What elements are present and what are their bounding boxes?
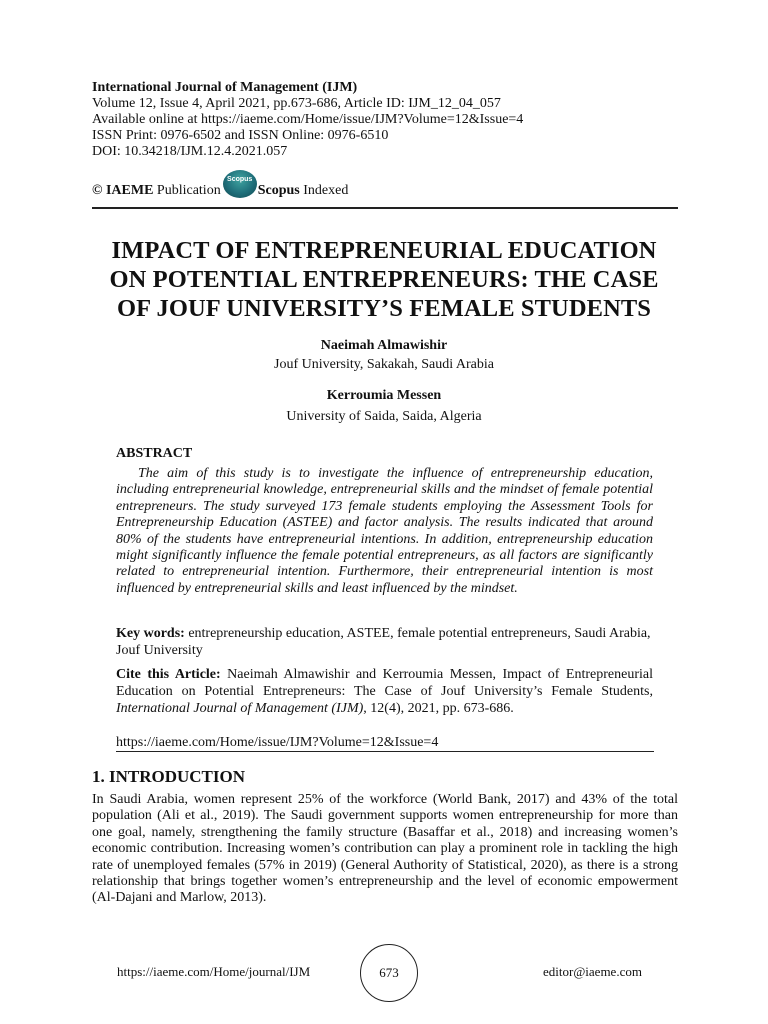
journal-header <box>92 80 523 160</box>
citation-divider <box>116 751 654 752</box>
keywords-label: Key words: <box>116 626 185 641</box>
available-online-line: Available online at https://iaeme.com/Home/issue/IJM?Volume=12&Issue=4 <box>92 112 524 127</box>
title-line-3: OF JOUF UNIVERSITY’S FEMALE STUDENTS <box>116 295 652 322</box>
section-heading-introduction: 1. INTRODUCTION <box>92 767 246 786</box>
cite-label: Cite this Article: <box>116 667 221 682</box>
header-divider <box>92 207 678 209</box>
abstract-text: The aim of this study is to investigate the influence of entrepreneurship education, including entrepreneurial knowledge, entrepreneurial skills and the mindset of female potential entrepreneurs. The study surveyed 173 female students employing the Assessment Tools for Entrepreneurship Education (ASTEE) and factor analysis. The results indicated that around 80% of the students have entrepreneurial intentions. In addition, entrepreneurship education might significantly influence the female potential entrepreneurs, as all factors are significantly related to entrepreneurial intention. Furthermore, their entrepreneurial intention is most influenced by entrepreneurial skills and least influenced by the mindset. <box>116 466 653 596</box>
cite-url-link[interactable]: https://iaeme.com/Home/issue/IJM?Volume=12&Issue=4 <box>116 735 439 750</box>
author-1-name: Naeimah Almawishir <box>320 338 448 353</box>
publisher-suffix: Publication <box>156 183 221 198</box>
page-number: 673 <box>360 944 418 1002</box>
title-line-1: IMPACT OF ENTREPRENEURIAL EDUCATION <box>111 237 657 264</box>
publisher-row <box>92 176 348 206</box>
journal-title: International Journal of Management (IJM) <box>92 80 358 95</box>
footer-journal-link[interactable]: https://iaeme.com/Home/journal/IJM <box>117 964 311 979</box>
keywords-text: entrepreneurship education, ASTEE, female potential entrepreneurs, Saudi Arabia, Jouf University <box>116 626 651 658</box>
footer-email-link[interactable]: editor@iaeme.com <box>543 964 642 979</box>
scopus-label: Scopus <box>257 183 300 198</box>
citation <box>116 666 653 717</box>
volume-line: Volume 12, Issue 4, April 2021, pp.673-686, Article ID: IJM_12_04_057 <box>92 96 501 111</box>
author-1-affiliation: Jouf University, Sakakah, Saudi Arabia <box>274 357 494 372</box>
scopus-logo-icon: Scopus <box>223 170 257 198</box>
doi-line: DOI: 10.34218/IJM.12.4.2021.057 <box>92 144 288 159</box>
author-2-name: Kerroumia Messen <box>326 388 442 403</box>
title-line-2: ON POTENTIAL ENTREPRENEURS: THE CASE <box>109 266 659 293</box>
author-2-affiliation: University of Saida, Saida, Algeria <box>286 409 482 424</box>
paper-title <box>80 236 688 323</box>
cite-text: Naeimah Almawishir and Kerroumia Messen, Impact of Entrepreneurial Education on Potential Entrepreneurs: The Case of Jouf University’s Female Students, <box>116 667 653 699</box>
abstract-heading: ABSTRACT <box>116 446 193 461</box>
cite-journal: International Journal of Management (IJM) <box>116 701 364 716</box>
introduction-paragraph: In Saudi Arabia, women represent 25% of the workforce (World Bank, 2017) and 43% of the total population (Ali et al., 2019). The Saudi government supports women entrepreneurship for more than one goal, namely, strengthening the family structure (Basaffar et al., 2018) and increasing women’s economic contribution. Increasing women’s contribution can play a prominent role in tackling the high rate of unemployed females (57% in 2019) (General Authority of Statistical, 2020), as there is a strong relationship that brings together women’s entrepreneurship and the level of economic empowerment (Al-Dajani and Marlow, 2013). <box>92 792 678 906</box>
keywords <box>116 626 653 659</box>
publisher-name: © IAEME <box>92 183 154 198</box>
indexed-label: Indexed <box>303 183 349 198</box>
issn-line: ISSN Print: 0976-6502 and ISSN Online: 0976-6510 <box>92 128 389 143</box>
cite-volume: , 12(4), 2021, pp. 673-686. <box>363 701 514 716</box>
